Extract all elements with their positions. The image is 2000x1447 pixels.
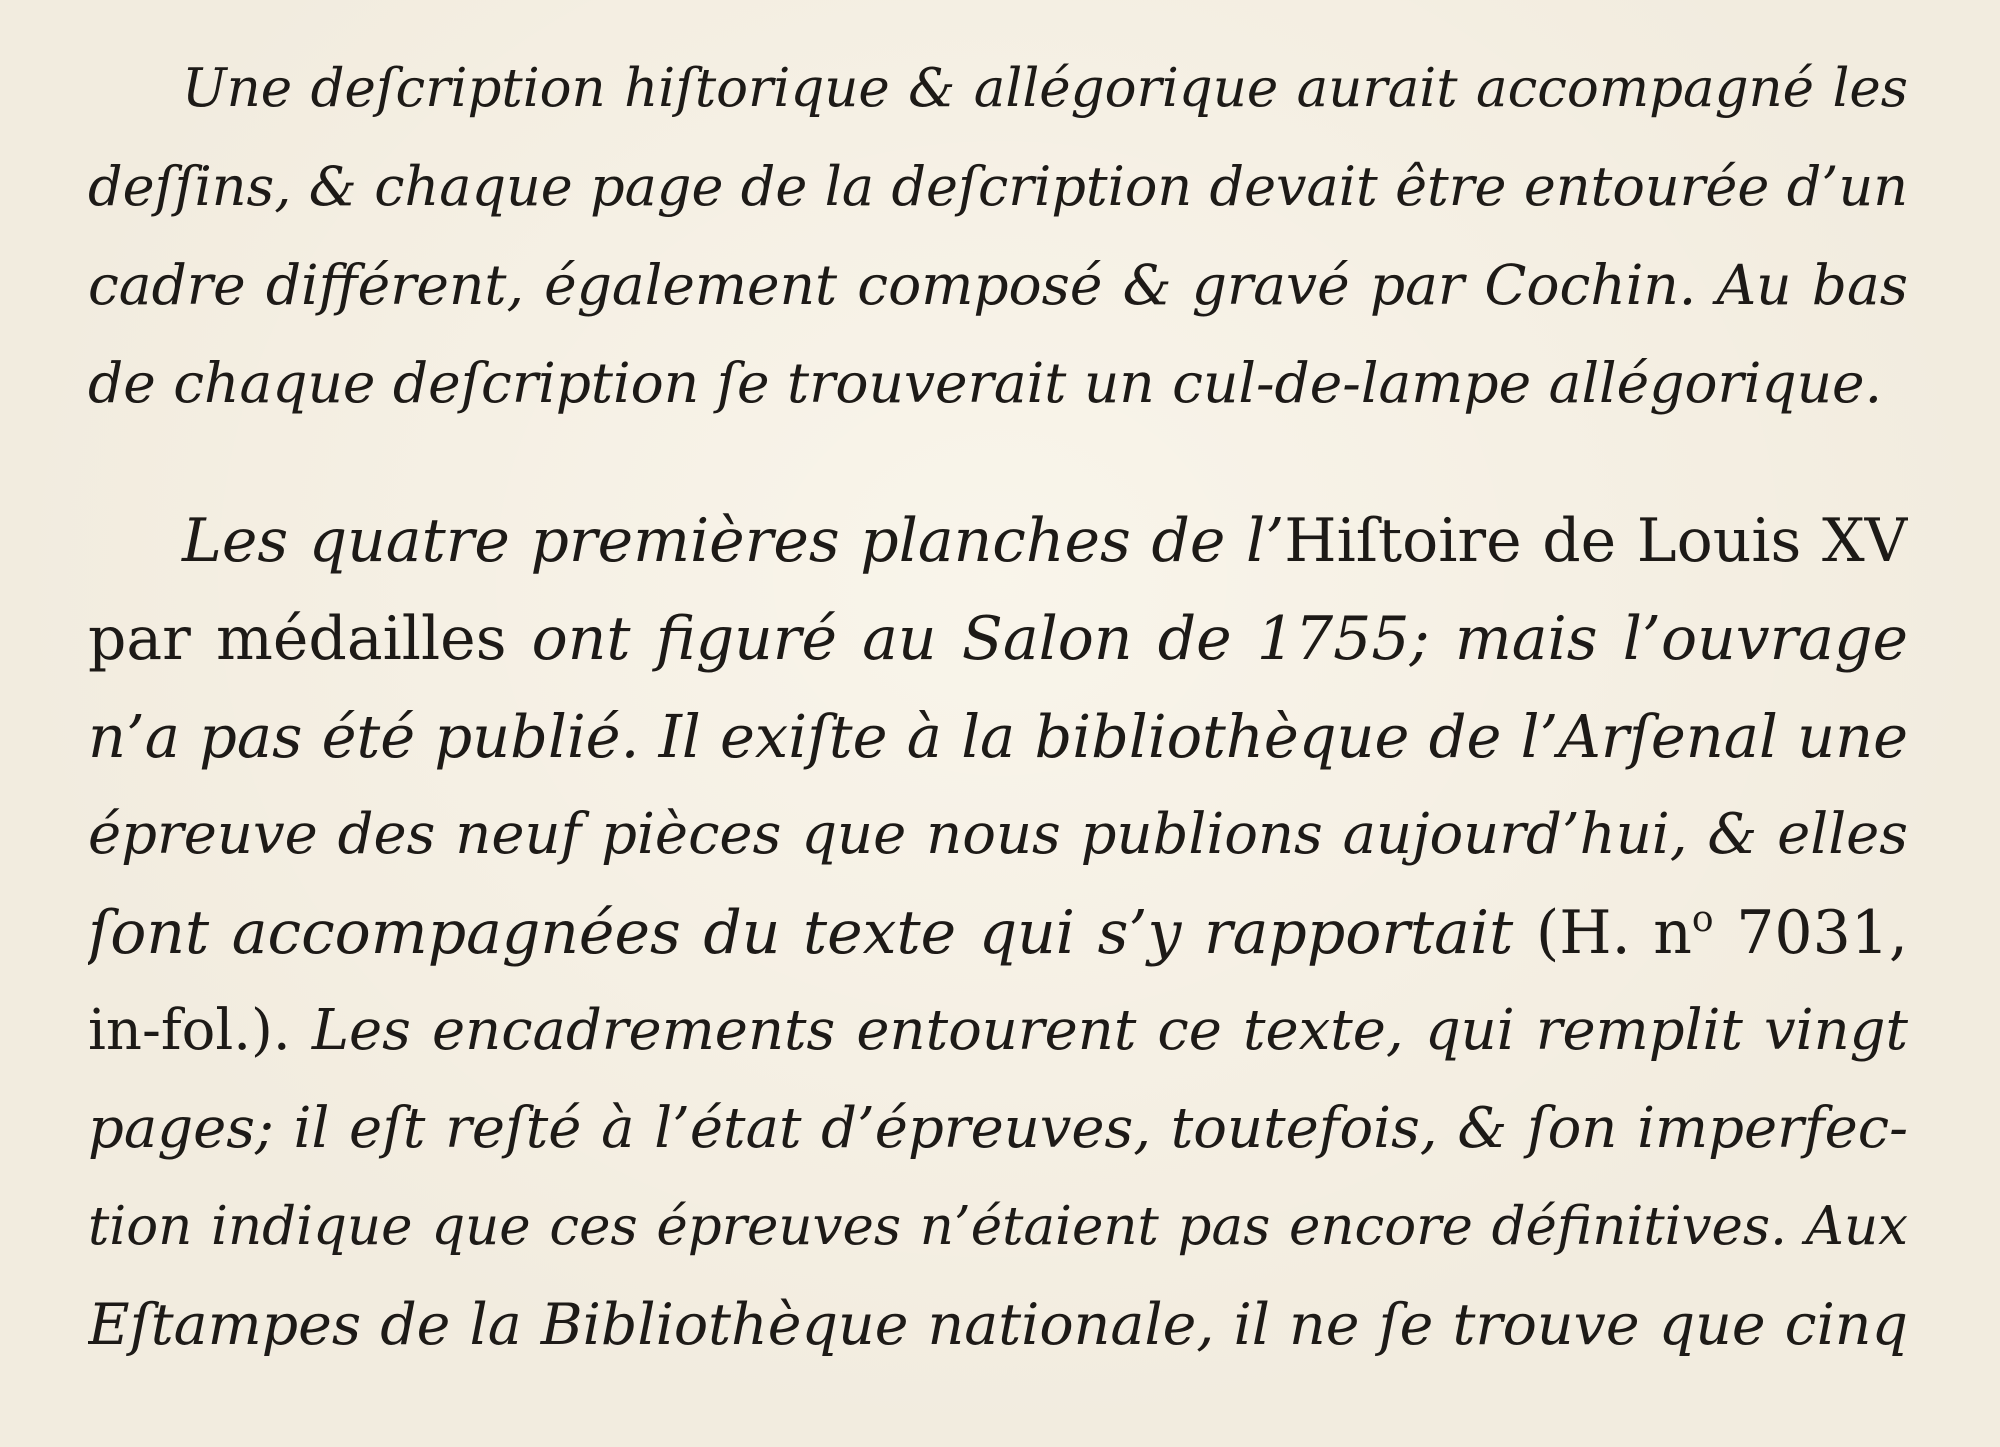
text-span: tion indique que ces épreuves n’étaient pas encore définitives. Aux	[88, 1196, 1908, 1257]
text-span: de chaque deſcription ſe trouverait un cul-de-lampe allégorique.	[88, 351, 1883, 415]
text-line	[88, 40, 1908, 138]
text-span: ont figuré au Salon de 1755; mais l’ouvrage	[531, 604, 1908, 674]
text-line	[88, 688, 1908, 786]
text-line	[88, 334, 1908, 432]
book-title-span: Hiſtoire de Louis XV	[1284, 506, 1908, 576]
reference-span: (H. n	[1535, 898, 1692, 968]
text-span: cadre différent, également composé & gravé par Cochin. Au bas	[88, 253, 1908, 317]
text-line	[88, 590, 1908, 688]
text-line	[88, 138, 1908, 236]
text-span: Les quatre premières planches de l’	[182, 506, 1285, 576]
book-title-span: par médailles	[88, 604, 532, 674]
text-line	[88, 1080, 1908, 1178]
reference-span: in-fol.).	[88, 998, 312, 1063]
text-span: n’a pas été publié. Il exiſte à la bibliothèque de l’Arſenal une	[88, 702, 1908, 771]
reference-number-span: 7031,	[1713, 898, 1908, 968]
paragraph-gap	[88, 432, 1908, 492]
text-line	[88, 982, 1908, 1080]
text-span: pages; il eſt reſté à l’état d’épreuves, toutefois, & ſon imperfec-	[88, 1096, 1908, 1161]
text-span: Une deſcription hiſtorique & allégorique aurait accompagné les	[182, 58, 1908, 119]
paragraph-1	[88, 40, 1908, 432]
paragraph-2	[88, 492, 1908, 1374]
text-span: ſont accompagnées du texte qui s’y rapportait	[88, 898, 1536, 968]
text-line	[88, 786, 1908, 884]
superscript-o: o	[1691, 899, 1714, 940]
text-line	[88, 1178, 1908, 1276]
text-span: Eſtampes de la Bibliothèque nationale, il ne ſe trouve que cinq	[88, 1292, 1908, 1358]
text-span: Les encadrements entourent ce texte, qui remplit vingt	[311, 998, 1908, 1063]
text-line	[88, 884, 1908, 982]
text-line	[88, 1276, 1908, 1374]
text-line	[88, 492, 1908, 590]
text-body	[88, 40, 1908, 1374]
text-span: épreuve des neuf pièces que nous publions aujourd’hui, & elles	[88, 802, 1908, 867]
text-line	[88, 236, 1908, 334]
text-span: deſſins, & chaque page de la deſcription devait être entourée d’un	[88, 155, 1908, 218]
